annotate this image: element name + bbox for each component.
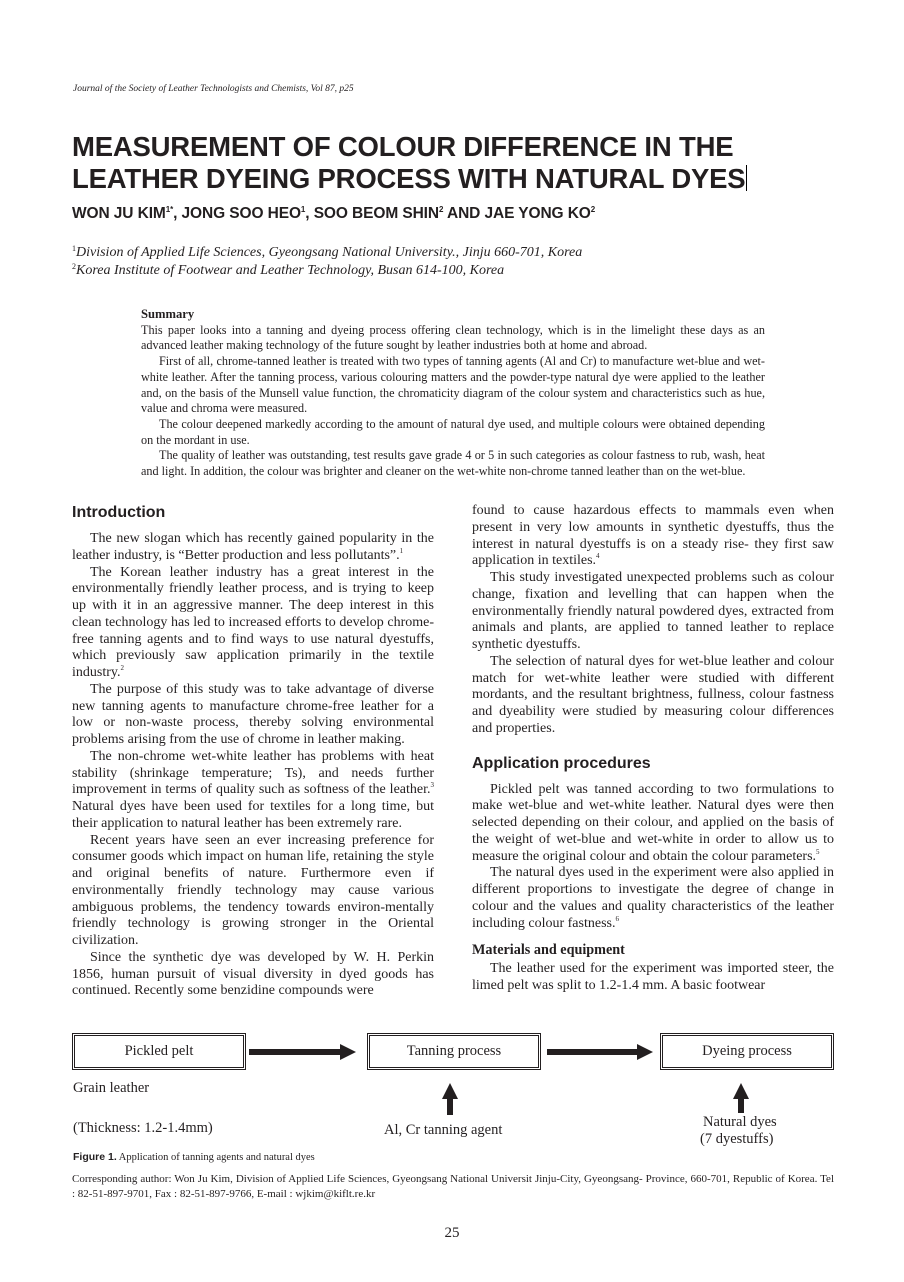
figure-box-tanning-process: Tanning process <box>367 1033 541 1070</box>
arrow-up-icon <box>738 1097 744 1113</box>
body-paragraph: This study investigated unexpected problems such as colour change, fixation and levelling that can happen when the environmentally friendly natural powdered dyes, extracted from animals and plants, are applied to tanned leather to replace synthetic dyestuffs. <box>472 570 834 652</box>
body-paragraph: The leather used for the experiment was imported steer, the limed pelt was split to 1.2-1.4 mm. A basic footwear <box>472 961 834 993</box>
body-paragraph: The non-chrome wet-white leather has problems with heat stability (shrinkage temperature; Ts), and needs further improvement in terms of quality such as softness of the leather.$^3$ Natural dyes have been used for textiles for a long time, but their application to natural leather has been extremely rare. <box>72 748 434 831</box>
body-paragraph: The purpose of this study was to take advantage of diverse new tanning agents to manufacture chrome-free leather for a low or non-waste process, thereby solving environmental problems arising from the use of chrome in leather making. <box>72 681 434 747</box>
body-paragraph: The new slogan which has recently gained popularity in the leather industry, is “Better production and less pollutants”.$^1$ <box>72 531 434 563</box>
figure-tanning-agent: Al, Cr tanning agent <box>384 1122 503 1138</box>
affiliation-1: $^1$Division of Applied Life Sciences, Gyeongsang National University., Jinju 660-701, Korea <box>72 244 583 260</box>
summary-paragraph: The colour deepened markedly according to the amount of natural dye used, and multiple colours were obtained depending on the mordant in use. <box>141 416 765 447</box>
column-right <box>472 503 834 995</box>
column-left <box>72 503 434 1000</box>
figure-box-pickled-pelt: Pickled pelt <box>72 1033 246 1070</box>
summary-paragraph: The quality of leather was outstanding, test results gave grade 4 or 5 in such categories as colour fastness to rub, wash, heat and light. In addition, the colour was brighter and cleaner on the wet-white non-chrome tanned leather than on the wet-blue. <box>141 448 765 479</box>
summary-heading: Summary <box>141 307 195 321</box>
title-line-2: LEATHER DYEING PROCESS WITH NATURAL DYES <box>72 163 746 194</box>
application-heading: Application procedures <box>472 754 651 772</box>
corresponding-author: Corresponding author: Won Ju Kim, Division of Applied Life Sciences, Gyeongsang National Universit Jinju-City, Gyeongsang- Province, 660-701, Republic of Korea. Tel : 82-51-897-9701, Fax : 82-51-897-9766, E-mail : wjkim@kiflt.re.kr <box>72 1173 834 1200</box>
arrow-right-icon <box>249 1049 342 1055</box>
body-paragraph: The natural dyes used in the experiment were also applied in different proportions to investigate the degree of change in colour and the values and quality characteristics of the leather including colour fastness.$^6$ <box>472 865 834 931</box>
author: SOO BEOM SHIN <box>313 205 439 222</box>
figure-box-dyeing-process: Dyeing process <box>660 1033 834 1070</box>
paper-title <box>72 131 832 195</box>
author-list: WON JU $KIM^{1*}$, JONG SOO HEO$^1$, SOO BEOM SHIN$^2$ AND JAE YONG $KO^2$ <box>72 205 596 222</box>
body-paragraph: The Korean leather industry has a great interest in the environmentally friendly leather process, and is trying to keep up with it in an aggressive manner. The deep interest in this clean technology has led to increased efforts to develop chrome-free tanning agents and to find ways to use natural dyestuffs, which previously saw application primarily in the textile industry.$^2$ <box>72 564 434 680</box>
title-line-1: MEASUREMENT OF COLOUR DIFFERENCE IN THE <box>72 131 734 162</box>
author: JONG SOO HEO <box>181 205 301 222</box>
arrow-up-icon <box>447 1097 453 1115</box>
author: WON JU KIM <box>72 205 166 222</box>
arrow-right-icon <box>547 1049 639 1055</box>
body-paragraph: Since the synthetic dye was developed by W. H. Perkin 1856, human pursuit of visual diversity in dyed goods has continued. Recently some benzidine compounds were <box>72 949 434 999</box>
affiliation-2: $^2$Korea Institute of Footwear and Leather Technology, Busan 614-100, Korea <box>72 262 505 278</box>
materials-heading: Materials and equipment <box>472 942 625 959</box>
summary-section <box>141 307 765 480</box>
journal-header: Journal of the Society of Leather Technologists and Chemists, Vol 87, p25 <box>73 84 354 94</box>
figure-natural-dyes: Natural dyes <box>703 1114 777 1130</box>
text-cursor <box>746 165 747 191</box>
author: JAE YONG KO <box>484 205 591 222</box>
figure-grain-leather: Grain leather <box>73 1080 150 1096</box>
introduction-heading: Introduction <box>72 504 166 521</box>
body-paragraph: found to cause hazardous effects to mammals even when present in very low amounts in synthetic dyestuffs, thus the interest in natural dyestuffs is on a steady rise- they first saw application in textiles.$^4$ <box>472 503 834 569</box>
body-paragraph: The selection of natural dyes for wet-blue leather and colour match for wet-white leather were studied with different mordants, and the resultant brightness, fullness, colour fastness and dyeability were studied by measuring colour differences and properties. <box>472 653 834 736</box>
summary-paragraph: This paper looks into a tanning and dyeing process offering clean technology, which is in the limelight these days as an advanced leather making technology of the future sought by leather industries both at home and abroad. <box>141 322 765 353</box>
figure-thickness: (Thickness: 1.2-1.4mm) <box>73 1120 213 1136</box>
body-paragraph: Pickled pelt was tanned according to two formulations to make wet-blue and wet-white leather. Natural dyes were then selected depending on their colour, and applied on the basis of the weight of wet-blue and wet-white in order to allow us to measure the original colour and obtain the colour parameters.$^5$ <box>472 781 834 864</box>
body-paragraph: Recent years have seen an ever increasing preference for consumer goods which impact on human life, retaining the style and original benefits of nature. Furthermore even if environmentally friendly technology may cause various ambiguous problems, the tendency towards environ-mentally friendly technology is growing stronger in the Oriental civilization. <box>72 832 434 948</box>
summary-paragraph: First of all, chrome-tanned leather is treated with two types of tanning agents (Al and Cr) to manufacture wet-blue and wet-white leather. After the tanning process, various colouring matters and the powder-type natural dye were applied to the leather and, on the basis of the Munsell value function, the chromaticity diagram of the colour system and characteristics such as hue, value and chroma were measured. <box>141 354 765 416</box>
page-number: 25 <box>444 1225 460 1241</box>
figure-dyestuffs: (7 dyestuffs) <box>700 1131 774 1147</box>
figure-caption: Figure 1. Application of tanning agents and natural dyes <box>73 1151 315 1163</box>
